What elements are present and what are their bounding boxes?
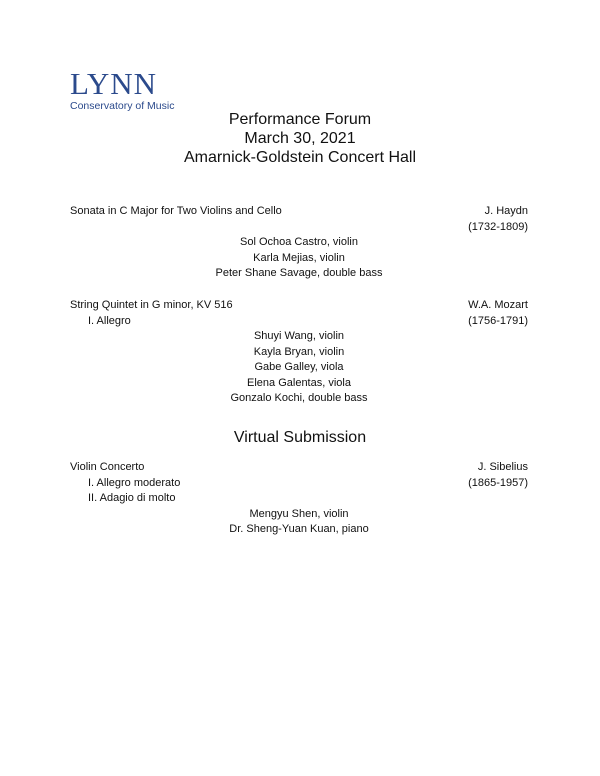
logo-wordmark: LYNN: [70, 66, 157, 101]
program-piece: [70, 204, 528, 282]
composer-name: J. Sibelius: [477, 461, 528, 473]
program-piece: [70, 460, 528, 538]
performer-list: [70, 507, 528, 538]
movement: II. Adagio di molto: [88, 492, 176, 504]
performer: Peter Shane Savage, double bass: [215, 267, 383, 279]
piece-heading-row: [70, 204, 528, 220]
piece-title: String Quintet in G minor, KV 516: [70, 299, 233, 311]
performer-list: [70, 329, 528, 407]
performer: Elena Galentas, viola: [247, 376, 351, 389]
piece-title: Sonata in C Major for Two Violins and Cello: [70, 205, 282, 217]
performer: Gonzalo Kochi, double bass: [230, 392, 368, 404]
event-title: Performance Forum: [228, 111, 372, 128]
event-date: March 30, 2021: [244, 130, 356, 147]
logo-subtitle: Conservatory of Music: [70, 100, 175, 112]
performer: Kayla Bryan, violin: [253, 345, 345, 358]
composer-dates: (1865-1957): [468, 476, 528, 489]
performer: Sol Ochoa Castro, violin: [240, 236, 358, 248]
composer-dates: (1732-1809): [468, 220, 528, 233]
performer: Gabe Galley, viola: [254, 361, 344, 373]
piece-detail-row: [70, 491, 528, 507]
program-piece: [70, 298, 528, 407]
composer-name: W.A. Mozart: [468, 299, 528, 311]
performer: Dr. Sheng-Yuan Kuan, piano: [229, 523, 369, 535]
lynn-logo: [70, 68, 174, 112]
performer-list: [70, 235, 528, 282]
program-header: [0, 110, 600, 167]
performer: Mengyu Shen, violin: [249, 507, 349, 520]
piece-heading-row: [70, 298, 528, 314]
performer: Karla Mejias, violin: [253, 251, 345, 264]
piece-title: Violin Concerto: [70, 461, 145, 473]
movement: I. Allegro moderato: [88, 476, 181, 489]
event-venue: Amarnick-Goldstein Concert Hall: [183, 149, 417, 166]
piece-detail-row: [70, 220, 528, 236]
composer-dates: (1756-1791): [468, 314, 528, 327]
performer: Shuyi Wang, violin: [253, 330, 345, 342]
piece-detail-row: [70, 314, 528, 330]
composer-name: J. Haydn: [484, 205, 528, 217]
piece-heading-row: [70, 460, 528, 476]
piece-detail-row: [70, 476, 528, 492]
movement: I. Allegro: [88, 314, 131, 327]
section-heading: Virtual Submission: [233, 429, 367, 446]
